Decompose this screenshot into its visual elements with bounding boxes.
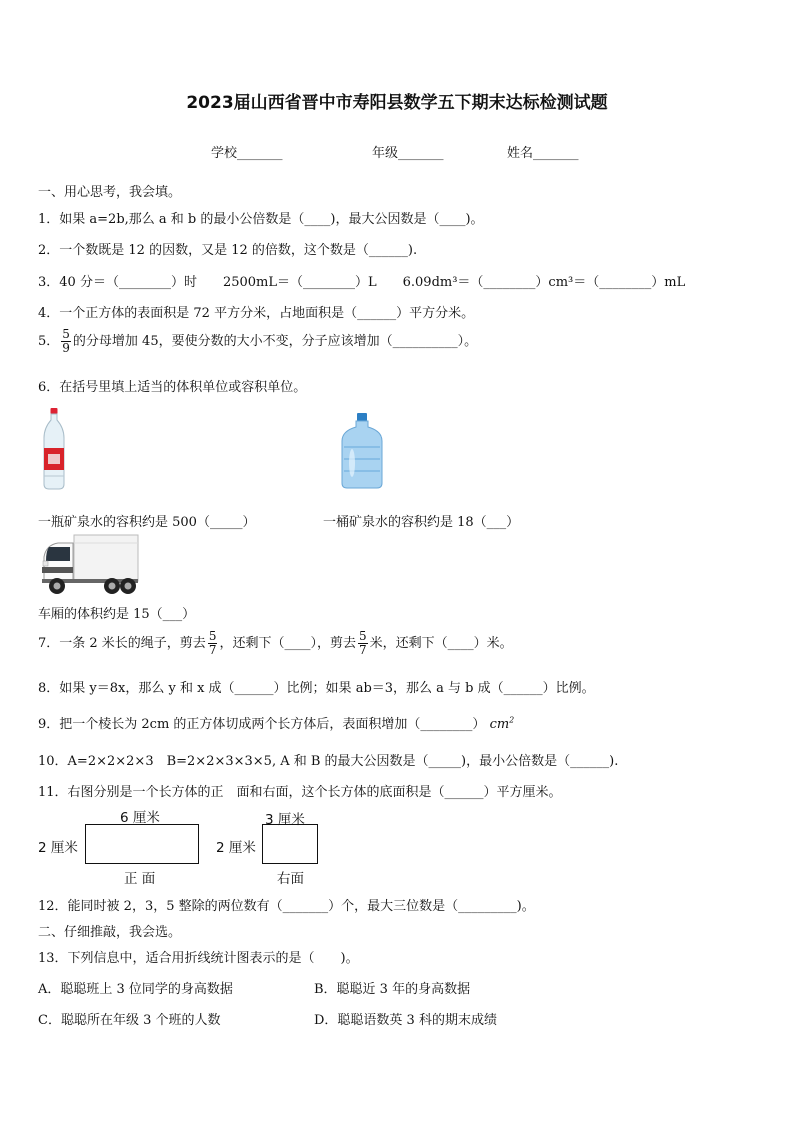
- fraction-5-7-second: [358, 630, 368, 657]
- fraction-denominator: 7: [208, 643, 217, 657]
- section-1-heading: 一、用心思考，我会填。: [38, 185, 182, 200]
- question-2: 2．一个数既是 12 的因数，又是 12 的倍数，这个数是（______).: [38, 243, 418, 258]
- fraction-5-9: [61, 328, 71, 355]
- question-3: 3．40 分＝（________）时 2500mL＝（________）L 6.09dm³＝（________）cm³＝（________）mL: [38, 275, 686, 290]
- right-width-label: 3 厘米: [265, 812, 305, 828]
- question-12: 12．能同时被 2，3，5 整除的两位数有（_______）个，最大三位数是（_________)。: [38, 899, 535, 914]
- option-c[interactable]: C．聪聪所在年级 3 个班的人数: [38, 1013, 221, 1028]
- front-width-label: 6 厘米: [120, 810, 160, 826]
- question-11: 11．右图分别是一个长方体的正 面和右面，这个长方体的底面积是（______）平方厘米。: [38, 785, 562, 800]
- question-5: [38, 328, 477, 355]
- question-9-text: 9．把一个棱长为 2cm 的正方体切成两个长方体后，表面积增加（________）: [38, 717, 486, 732]
- question-4: 4．一个正方体的表面积是 72 平方分米，占地面积是（______）平方分米。: [38, 306, 475, 321]
- front-height-label: 2 厘米: [38, 840, 78, 856]
- question-7-text-b: ，还剩下（____），剪去: [219, 636, 356, 651]
- front-view-rectangle: [85, 824, 199, 864]
- question-5-text: 的分母增加 45，要使分数的大小不变，分子应该增加（__________）。: [72, 334, 478, 349]
- section-2-heading: 二、仔细推敲，我会选。: [38, 925, 182, 940]
- school-field[interactable]: 学校_______: [211, 146, 283, 161]
- fraction-numerator: 5: [208, 629, 217, 643]
- unit-exponent: 2: [509, 715, 515, 725]
- question-7-text-a: 7．一条 2 米长的绳子，剪去: [38, 636, 206, 651]
- option-d[interactable]: D．聪聪语数英 3 科的期末成绩: [314, 1013, 497, 1028]
- water-bottle-icon: [42, 408, 66, 490]
- fraction-numerator: 5: [358, 629, 367, 643]
- fraction-5-7: [208, 630, 218, 657]
- fraction-denominator: 7: [358, 643, 367, 657]
- fraction-denominator: 9: [62, 341, 70, 355]
- option-a[interactable]: A．聪聪班上 3 位同学的身高数据: [38, 982, 233, 997]
- question-8: 8．如果 y＝8x，那么 y 和 x 成（______）比例；如果 ab＝3，那么 a 与 b 成（______）比例。: [38, 681, 595, 696]
- question-5-number: 5．: [38, 334, 60, 349]
- right-view-rectangle: [262, 824, 318, 864]
- fraction-numerator: 5: [62, 327, 70, 341]
- question-6: 6．在括号里填上适当的体积单位或容积单位。: [38, 380, 307, 395]
- question-6a: 一瓶矿泉水的容积约是 500（_____）: [38, 515, 256, 530]
- option-b[interactable]: B．聪聪近 3 年的身高数据: [314, 982, 471, 997]
- question-10: 10．A=2×2×2×3 B=2×2×3×3×5, A 和 B 的最大公因数是（_____)，最小公倍数是（______).: [38, 754, 619, 769]
- right-view-caption: 右面: [277, 871, 304, 887]
- grade-field[interactable]: 年级_______: [372, 146, 444, 161]
- question-7-text-c: 米，还剩下（____）米。: [369, 636, 513, 651]
- unit-base: cm: [489, 717, 510, 732]
- question-1: 1．如果 a=2b,那么 a 和 b 的最小公倍数是（____)，最大公因数是（____)。: [38, 212, 484, 227]
- right-height-label: 2 厘米: [216, 840, 256, 856]
- front-view-caption: 正 面: [124, 871, 156, 887]
- question-7: [38, 630, 513, 657]
- unit-cm2: [490, 717, 515, 732]
- name-field[interactable]: 姓名_______: [507, 146, 579, 161]
- page-title: 2023届山西省晋中市寿阳县数学五下期末达标检测试题: [186, 93, 608, 113]
- question-13: 13．下列信息中，适合用折线统计图表示的是（ )。: [38, 951, 359, 966]
- truck-icon: [40, 533, 140, 595]
- question-9: [38, 713, 514, 732]
- question-6b: 一桶矿泉水的容积约是 18（___）: [323, 515, 520, 530]
- question-6c: 车厢的体积约是 15（___）: [38, 607, 196, 622]
- water-jug-icon: [340, 413, 384, 489]
